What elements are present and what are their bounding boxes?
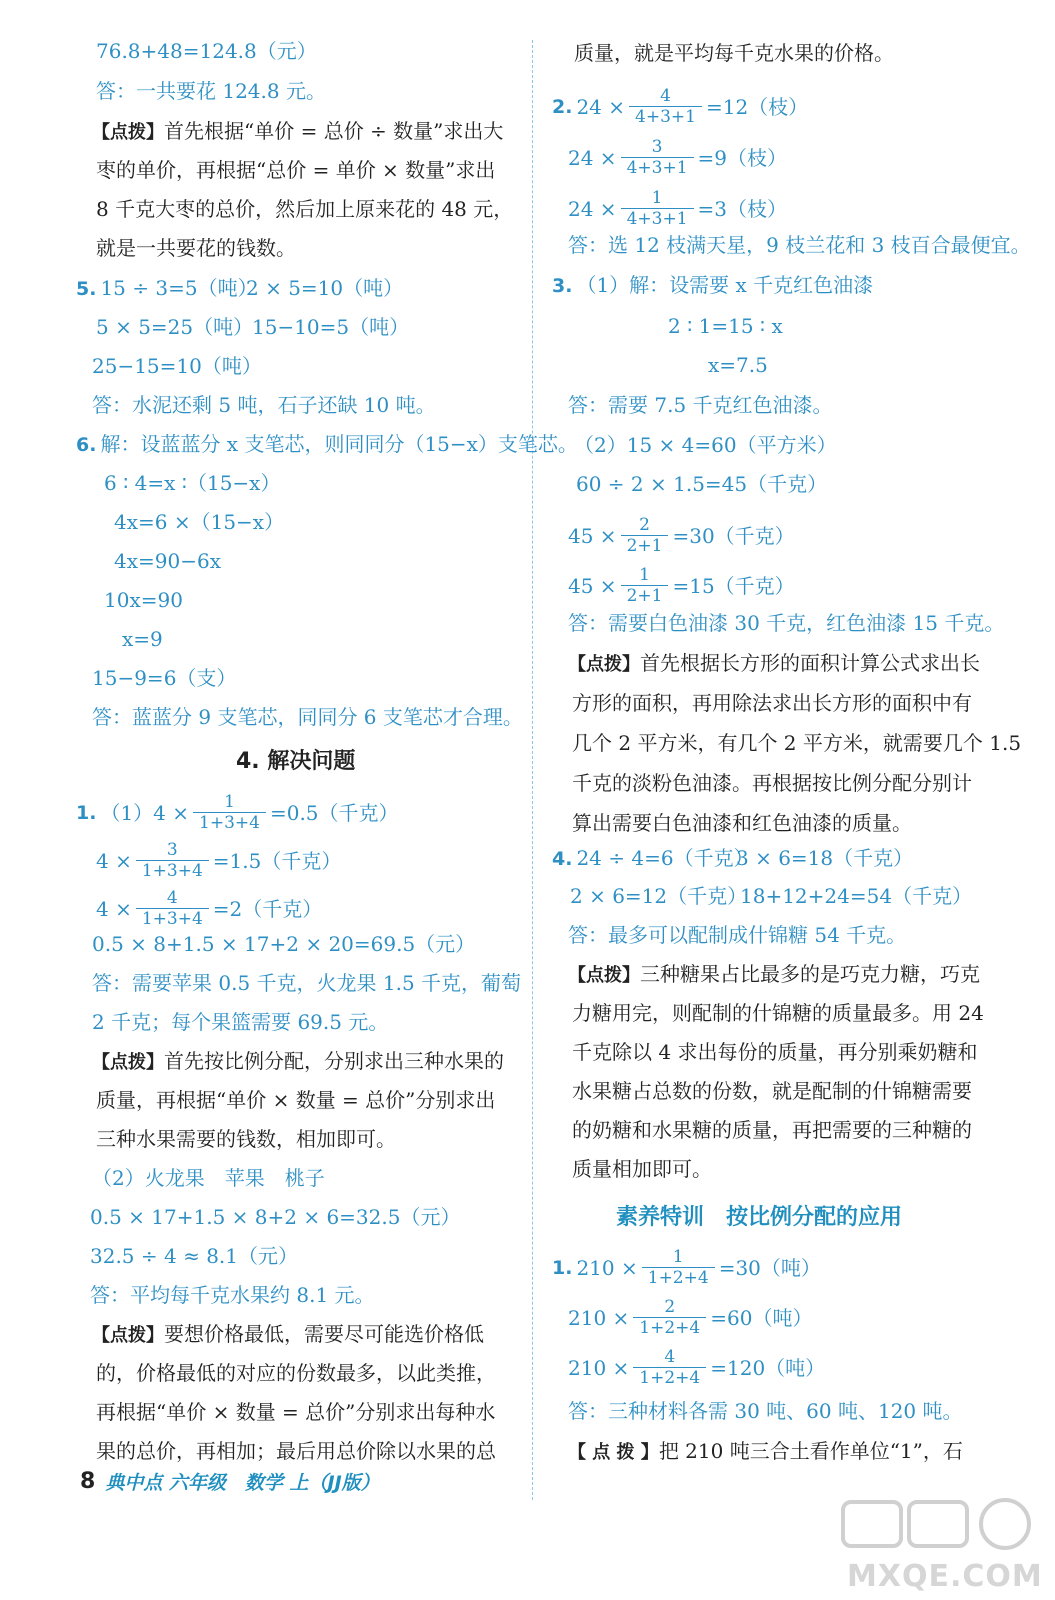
calc-line: 76.8+48=124.8（元） [96,39,317,63]
hint-line: 【点拨】首先按比例分配，分别求出三种水果的 [92,1049,504,1073]
hint-line: 质量相加即可。 [572,1157,712,1181]
calc-line: 2 ∶ 1=15 ∶ x [668,314,783,338]
section-title: 4. 解决问题 [236,749,356,774]
calc-line: 0.5 × 17+1.5 × 8+2 × 6=32.5（元） [90,1205,461,1229]
fraction-expression: 24 × $\frac{3}{4+3+1}$ =9（枝） [568,137,787,178]
answer-line: 答：平均每千克水果约 8.1 元。 [90,1283,375,1307]
hint-tag: 【点拨】 [92,122,164,143]
watermark-logo [835,1494,1045,1594]
svg-text:MXQE.COM: MXQE.COM [847,1559,1043,1594]
hint-line: 就是一共要花的钱数。 [96,236,296,260]
fraction-expression: 4 × $\frac{4}{1+3+4}$ =2（千克） [96,888,323,929]
calc-line: 2 × 5=10（吨） [246,276,404,300]
fraction-expression: 210 × $\frac{2}{1+2+4}$ =60（吨） [568,1297,813,1338]
hint-line: 枣的单价，再根据“总价 = 单价 × 数量”求出 [96,158,496,182]
answer-line: 答：蓝蓝分 9 支笔芯，同同分 6 支笔芯才合理。 [92,705,523,729]
calc-line: x=9 [122,627,163,651]
calc-line: 15−9=6（支） [92,666,237,690]
answer-line: 答：选 12 枝满天星，9 枝兰花和 3 枝百合最便宜。 [568,233,1031,257]
calc-line: 4x=90−6x [114,549,221,573]
hint-line: 【点拨】三种糖果占比最多的是巧克力糖，巧克 [568,962,980,986]
page-footer [80,1468,380,1495]
calc-line: 6 ∶ 4=x ∶（15−x） [104,471,281,495]
answer-line: 答：需要苹果 0.5 千克，火龙果 1.5 千克，葡萄 [92,971,522,995]
hint-line: 【点拨】首先根据“单价 = 总价 ÷ 数量”求出大 [92,119,504,143]
calc-line: 0.5 × 8+1.5 × 17+2 × 20=69.5（元） [92,932,476,956]
hint-line: 的，价格最低的对应的份数最多，以此类推， [96,1361,496,1385]
question-6: 6. 解：设蓝蓝分 x 支笔芯，则同同分（15−x）支笔芯。 [76,432,578,456]
hint-line: 【 点 拨 】把 210 吨三合土看作单位“1”，石 [568,1439,963,1463]
calc-line: 25−15=10（吨） [92,354,262,378]
hint-line: 算出需要白色油漆和红色油漆的质量。 [572,811,912,835]
hint-line: 方形的面积，再用除法求出长方形的面积中有 [572,691,972,715]
column-divider [532,40,533,1500]
hint-line: 【点拨】要想价格最低，需要尽可能选价格低 [92,1322,484,1346]
answer-line: （2）火龙果 苹果 桃子 [92,1166,325,1190]
calc-line: 3 × 6=18（千克） [736,846,914,870]
hint-line: 【点拨】首先根据长方形的面积计算公式求出长 [568,651,980,675]
calc-line: 10x=90 [104,588,183,612]
answer-line: 答：最多可以配制成什锦糖 54 千克。 [568,923,907,947]
answer-line: 2 千克；每个果篮需要 69.5 元。 [92,1010,389,1034]
question-5: 5. 15 ÷ 3=5（吨） [76,276,258,300]
answer-line: 答：一共要花 124.8 元。 [96,79,326,103]
hint-line: 千克除以 4 求出每份的质量，再分别乘奶糖和 [572,1040,978,1064]
hint-line: 千克的淡粉色油漆。再根据按比例分配分别计 [572,771,972,795]
page-number: 8 [80,1469,96,1494]
hint-line: 再根据“单价 × 数量 = 总价”分别求出每种水 [96,1400,496,1424]
hint-line: 的奶糖和水果糖的质量，再把需要的三种糖的 [572,1118,972,1142]
answer-line: 答：需要 7.5 千克红色油漆。 [568,393,833,417]
calc-line: 60 ÷ 2 × 1.5=45（千克） [576,472,828,496]
hint-line: 质量，再根据“单价 × 数量 = 总价”分别求出 [96,1088,496,1112]
hint-line: 三种水果需要的钱数，相加即可。 [96,1127,396,1151]
hint-line: 果的总价，再相加；最后用总价除以水果的总 [96,1439,496,1463]
calc-line: 15−10=5（吨） [252,315,410,339]
fraction-expression: 1. （1）4 × $\frac{1}{1+3+4}$ =0.5（千克） [76,792,399,833]
fraction-expression: 4 × $\frac{3}{1+3+4}$ =1.5（千克） [96,840,342,881]
fraction-expression: 2. 24 × $\frac{4}{4+3+1}$ =12（枝） [552,86,809,127]
hint-line: 力糖用完，则配制的什锦糖的质量最多。用 24 [572,1001,984,1025]
fraction-expression: 210 × $\frac{4}{1+2+4}$ =120（吨） [568,1347,826,1388]
fraction-expression: 45 × $\frac{1}{2+1}$ =15（千克） [568,565,795,606]
section-title: 素养特训 按比例分配的应用 [616,1205,903,1230]
question-4: 4. 24 ÷ 4=6（千克） [552,846,754,870]
answer-line: 答：水泥还剩 5 吨，石子还缺 10 吨。 [92,393,436,417]
calc-line: 18+12+24=54（千克） [740,884,973,908]
hint-line: 水果糖占总数的份数，就是配制的什锦糖需要 [572,1079,972,1103]
calc-line: x=7.5 [708,353,768,377]
calc-line: 5 × 5=25（吨） [96,315,254,339]
answer-line: 答：需要白色油漆 30 千克，红色油漆 15 千克。 [568,611,1005,635]
series-label: 典中点 六年级 数学 上（JJ版） [105,1472,380,1494]
hint-line: 质量，就是平均每千克水果的价格。 [574,41,894,65]
calc-line: 4x=6 ×（15−x） [114,510,285,534]
calc-line: 32.5 ÷ 4 ≈ 8.1（元） [90,1244,299,1268]
question-3: 3. （1）解：设需要 x 千克红色油漆 [552,273,874,297]
calc-line: 2 × 6=12（千克） [570,884,748,908]
hint-line: 几个 2 平方米，有几个 2 平方米，就需要几个 1.5 [572,731,1022,755]
answer-line: 答：三种材料各需 30 吨、60 吨、120 吨。 [568,1399,963,1423]
calc-line: （2）15 × 4=60（平方米） [574,433,837,457]
hint-line: 8 千克大枣的总价，然后加上原来花的 48 元， [96,197,514,221]
fraction-expression: 45 × $\frac{2}{2+1}$ =30（千克） [568,515,795,556]
fraction-expression: 24 × $\frac{1}{4+3+1}$ =3（枝） [568,188,787,229]
fraction-expression: 1. 210 × $\frac{1}{1+2+4}$ =30（吨） [552,1247,821,1288]
